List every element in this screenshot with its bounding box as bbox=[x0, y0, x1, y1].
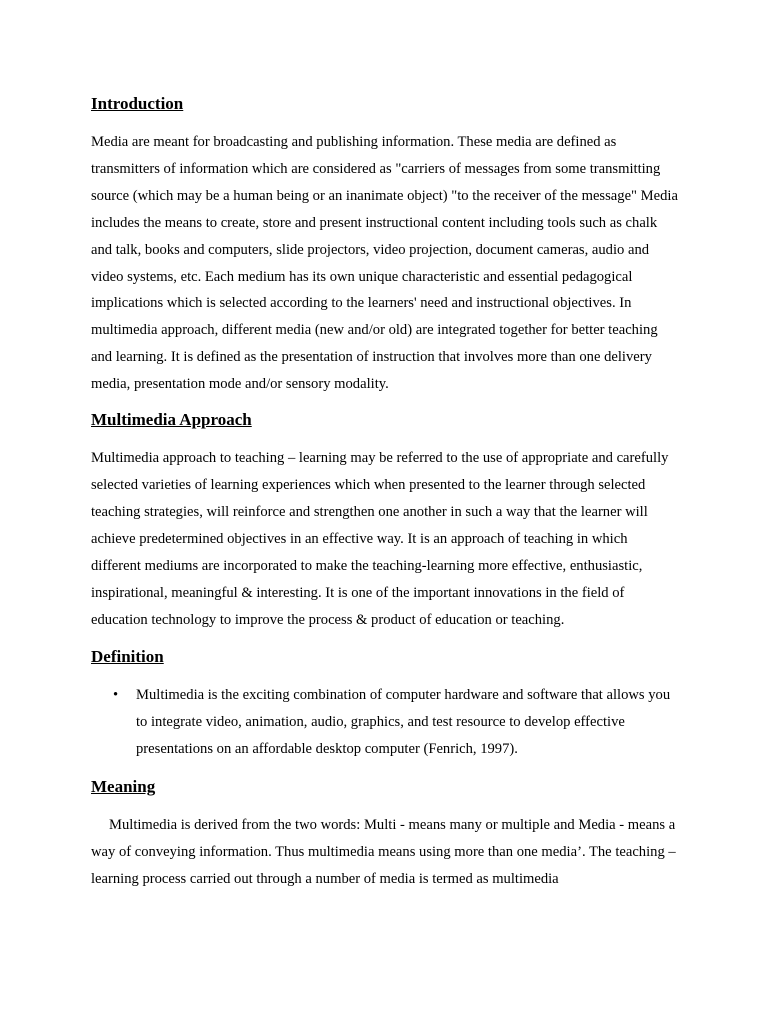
definition-list bbox=[91, 682, 681, 763]
heading-multimedia-approach: Multimedia Approach bbox=[91, 410, 252, 430]
document-page bbox=[91, 90, 681, 893]
heading-definition: Definition bbox=[91, 647, 164, 667]
heading-meaning: Meaning bbox=[91, 777, 156, 797]
paragraph-introduction: Media are meant for broadcasting and publishing information. These media are defined as transmitters of information which are considered as "carriers of messages from some transmitting source (which may be a human being or an inanimate object) "to the receiver of the message" Media includes the means to create, store and present instructional content including tools such as chalk and talk, books and computers, slide projectors, video projection, document cameras, audio and video systems, etc. Each medium has its own unique characteristic and essential pedagogical implications which is selected according to the learners' need and instructional objectives. In multimedia approach, different media (new and/or old) are integrated together for better teaching and learning. It is defined as the presentation of instruction that involves more than one delivery media, presentation mode and/or sensory modality. bbox=[91, 134, 678, 393]
paragraph-multimedia-approach: Multimedia approach to teaching – learning may be referred to the use of appropriate and carefully selected varieties of learning experiences which when presented to the learner through selected teaching strategies, will reinforce and strengthen one another in such a way that the learner will achieve predetermined objectives in an effective way. It is an approach of teaching in which different mediums are incorporated to make the teaching-learning more effective, enthusiastic, inspirational, meaningful & interesting. It is one of the important innovations in the field of education technology to improve the process & product of education or teaching. bbox=[91, 450, 669, 628]
list-item bbox=[91, 682, 681, 763]
bullet-icon: • bbox=[113, 687, 119, 704]
heading-introduction: Introduction bbox=[91, 94, 184, 113]
paragraph-meaning: Multimedia is derived from the two words: Multi - means many or multiple and Media - means a way of conveying information. Thus multimedia means using more than one media’. The teaching – learning process carried out through a number of media is termed as multimedia bbox=[91, 817, 676, 887]
definition-text: Multimedia is the exciting combination of computer hardware and software that allows you to integrate video, animation, audio, graphics, and test resource to develop effective presentations on an affordable desktop computer (Fenrich, 1997). bbox=[136, 687, 671, 758]
